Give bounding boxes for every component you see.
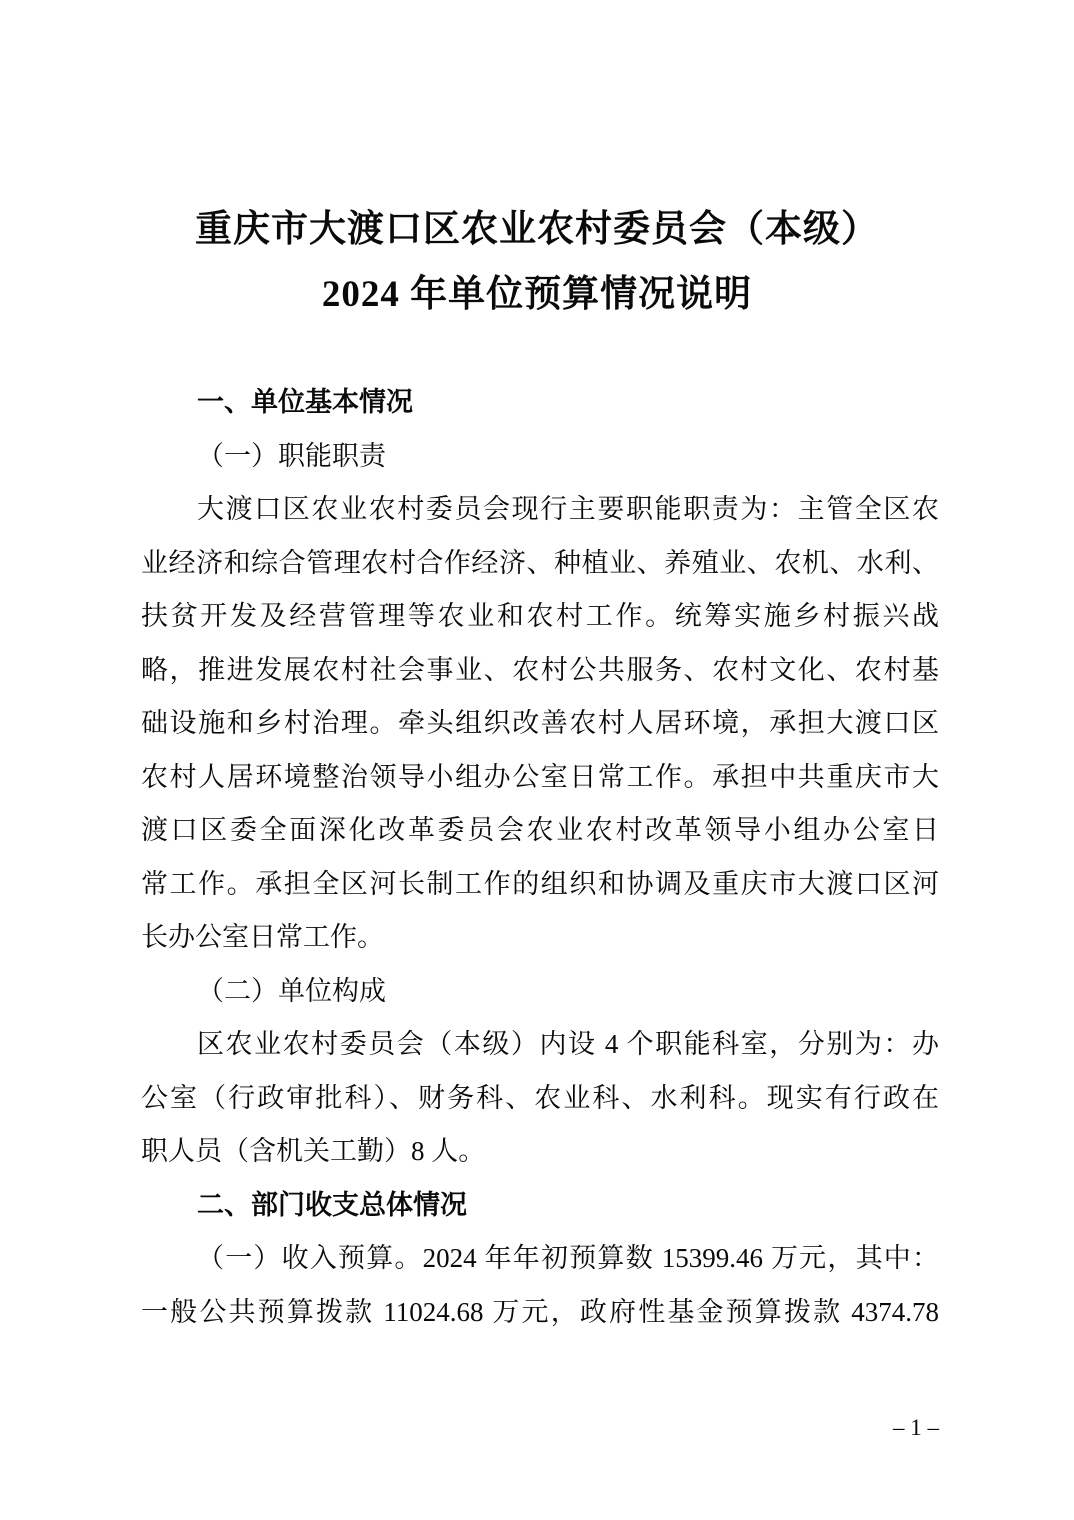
- paragraph1-line: 扶贫开发及经营管理等农业和农村工作。统筹实施乡村振兴战: [141, 601, 939, 631]
- paragraph1-line: 长办公室日常工作。: [141, 922, 384, 952]
- paragraph3-line: 一般公共预算拨款 11024.68 万元，政府性基金预算拨款 4374.78: [141, 1296, 939, 1327]
- paragraph1-line: 略，推进发展农村社会事业、农村公共服务、农村文化、农村基: [141, 654, 939, 685]
- paragraph2-line: 公室（行政审批科）、财务科、农业科、水利科。现实有行政在: [141, 1082, 939, 1113]
- document-title-line1: 重庆市大渡口区农业农村委员会（本级）: [195, 209, 879, 250]
- subsection2-heading: （二）单位构成: [197, 975, 386, 1006]
- paragraph1-line: 大渡口区农业农村委员会现行主要职能职责为：主管全区农: [197, 494, 939, 524]
- paragraph2-line: 职人员（含机关工勤）8 人。: [141, 1136, 486, 1166]
- document-title: [0, 197, 1074, 327]
- section1-heading: 一、单位基本情况: [197, 387, 413, 417]
- paragraph1-line: 渡口区委全面深化改革委员会农业农村改革领导小组办公室日: [141, 815, 939, 845]
- subsection1-heading: （一）职能职责: [197, 440, 386, 471]
- page-number: – 1 –: [893, 1415, 939, 1440]
- paragraph3-line: （一）收入预算。2024 年年初预算数 15399.46 万元，其中：: [197, 1243, 939, 1273]
- section2-heading: 二、部门收支总体情况: [197, 1189, 467, 1220]
- document-title-line2: 2024 年单位预算情况说明: [321, 274, 753, 315]
- paragraph2-line: 区农业农村委员会（本级）内设 4 个职能科室，分别为：办: [197, 1029, 939, 1059]
- paragraph1-line: 常工作。承担全区河长制工作的组织和协调及重庆市大渡口区河: [141, 868, 939, 899]
- paragraph1-line: 业经济和综合管理农村合作经济、种植业、养殖业、农机、水利、: [141, 547, 939, 578]
- document-body: [141, 376, 939, 1339]
- paragraph1-line: 农村人居环境整治领导小组办公室日常工作。承担中共重庆市大: [141, 761, 939, 792]
- paragraph1-line: 础设施和乡村治理。牵头组织改善农村人居环境，承担大渡口区: [141, 708, 939, 738]
